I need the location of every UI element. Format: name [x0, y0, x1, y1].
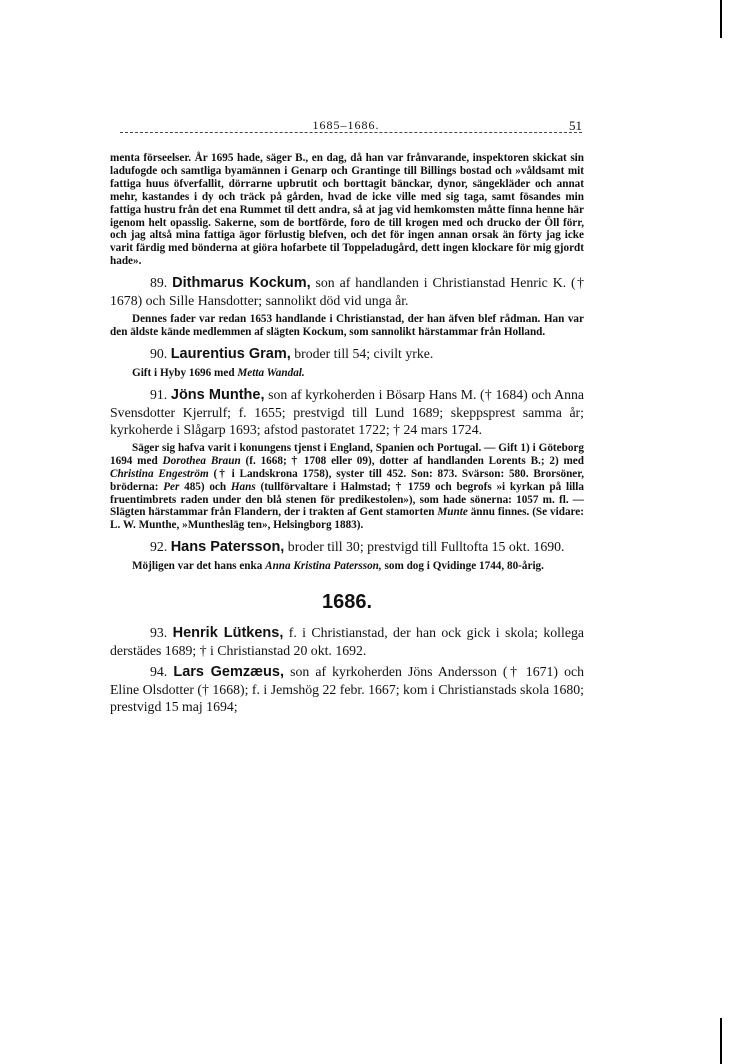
note-text: Säger sig hafva varit i konungens tjenst i England, Spanien och Portugal. — Gift 1) i Göteborg 1694 med: [110, 441, 584, 467]
page-number: 51: [569, 118, 582, 133]
entry-92-note: [110, 560, 584, 573]
note-text: Gift i Hyby 1696 med: [132, 366, 238, 379]
entry-name: Lars Gemzæus,: [173, 664, 284, 681]
running-head: 1685–1686.: [312, 118, 380, 132]
page-body: [110, 152, 584, 715]
note-text: 485) och: [179, 480, 231, 493]
entry-number: 94.: [150, 664, 168, 680]
note-text: som dog i Qvidinge 1744, 80-årig.: [381, 560, 544, 573]
entry-number: 89.: [150, 275, 168, 291]
entry-name: Laurentius Gram,: [170, 345, 291, 362]
note-italic: Christina Engeström: [110, 467, 209, 480]
year-heading: 1686.: [321, 591, 373, 614]
entry-name: Jöns Munthe,: [170, 386, 265, 403]
entry-text: broder till 54; civilt yrke.: [290, 345, 434, 361]
note-italic: Dorothea Braun: [162, 454, 241, 467]
entry-94: [110, 663, 584, 715]
scan-edge-line-bottom: [720, 1018, 722, 1064]
entry-90: [110, 345, 584, 363]
page-header: [110, 118, 582, 138]
entry-89: [110, 274, 584, 309]
entry-text: f. i Christianstad, der han ock gick i skola; kollega derstädes 1689; † i Christianstad 20 okt. 1692.: [110, 625, 584, 659]
entry-91-note: [110, 442, 584, 532]
note-italic: Munte: [437, 506, 468, 519]
continued-note: menta förseelser. År 1695 hade, säger B., en dag, då han var frånvarande, inspektoren skickat sin ladufogde och samtliga byamännen i Genarp och Grantinge till Billings bostad och »våldsamt mit fattiga huus öfverfallit, dörrarne upbrutit och borttagit bänckar, dynor, sängekläder och annat mehr, kastandes i dy och träck på gården, hvad de icke ville med sig taga, samt fösandes min fattiga hustru från det ena Rummet til dett andra, så at jag vid hemkomsten måtte finna henne här igenom helt opasslig. Sakerne, som de bortförde, foro de till krogen med och drucko der Öll förr, och jag altså mina fattiga ägor förlustig blefven, och det för ingen annan orsak än förty jag icke varit färdig med bönderna at giöra hofarbete til Toppeladugård, dett ingen klockare för mig gjordt hade».: [110, 152, 584, 268]
note-italic: Hans: [230, 480, 256, 493]
entry-number: 92.: [150, 539, 168, 555]
entry-text: son af kyrkoherden Jöns Andersson († 1671) och Eline Olsdotter († 1668); f. i Jemshög 22 febr. 1667; kom i Christianstads skola 1680; prestvigd 15 maj 1694;: [110, 664, 584, 715]
note-text: ännu finnes. (Se vidare: L. W. Munthe, »Munthesläg ten», Helsingborg 1883).: [110, 506, 584, 532]
entry-name: Henrik Lütkens,: [172, 625, 284, 642]
note-italic: Anna Kristina Patersson,: [265, 560, 382, 573]
entry-89-note: Dennes fader var redan 1653 handlande i Christianstad, der han äfven blef rådman. Han var den äldste kände medlemmen af slägten Kockum, som sannolikt härstammar från Holland.: [110, 313, 584, 339]
scan-edge-line-top: [720, 0, 722, 38]
note-italic: Metta Wandal.: [237, 366, 305, 379]
entry-number: 93.: [150, 625, 168, 641]
entry-number: 90.: [150, 345, 168, 361]
note-text: (tullförvaltare i Halmstad; † 1759 och begrofs »i kyrkan på lilla fruentimbrets raden under den blå stenen för predikestolen»), som hade sönerna: 1057 m. fl. — Slägten härstammar från Flandern, der i trakten af Gent stamorten: [110, 480, 584, 519]
note-italic: Per: [163, 480, 180, 493]
entry-number: 91.: [150, 386, 168, 402]
entry-text: son af kyrkoherden i Bösarp Hans M. († 1684) och Anna Svensdotter Kjerrulf; f. 1655; prestvigd till Lund 1689; skeppsprest samma år; kyrkoherde i Slågarp 1693; afstod pastoratet 1722; † 24 mars 1724.: [110, 386, 584, 437]
entry-92: [110, 538, 584, 556]
entry-text: son af handlanden i Christianstad Henric K. († 1678) och Sille Hansdotter; sannolikt död vid unga år.: [110, 275, 584, 309]
entry-name: Dithmarus Kockum,: [172, 275, 311, 292]
entry-text: broder till 30; prestvigd till Fulltofta 15 okt. 1690.: [284, 539, 565, 555]
entry-91: [110, 386, 584, 438]
entry-name: Hans Patersson,: [170, 539, 285, 556]
entry-90-note: [110, 367, 584, 380]
note-text: Möjligen var det hans enka: [132, 560, 266, 573]
header-rule: [120, 132, 582, 133]
entry-93: [110, 624, 584, 659]
note-text: (f. 1668; † 1708 eller 09), dotter af handlanden Lorents B.; 2) med: [240, 454, 584, 467]
note-text: († i Landskrona 1758), syster till 452. Son: 873. Svärson: 580. Brorsöner, bröderna:: [110, 467, 584, 493]
